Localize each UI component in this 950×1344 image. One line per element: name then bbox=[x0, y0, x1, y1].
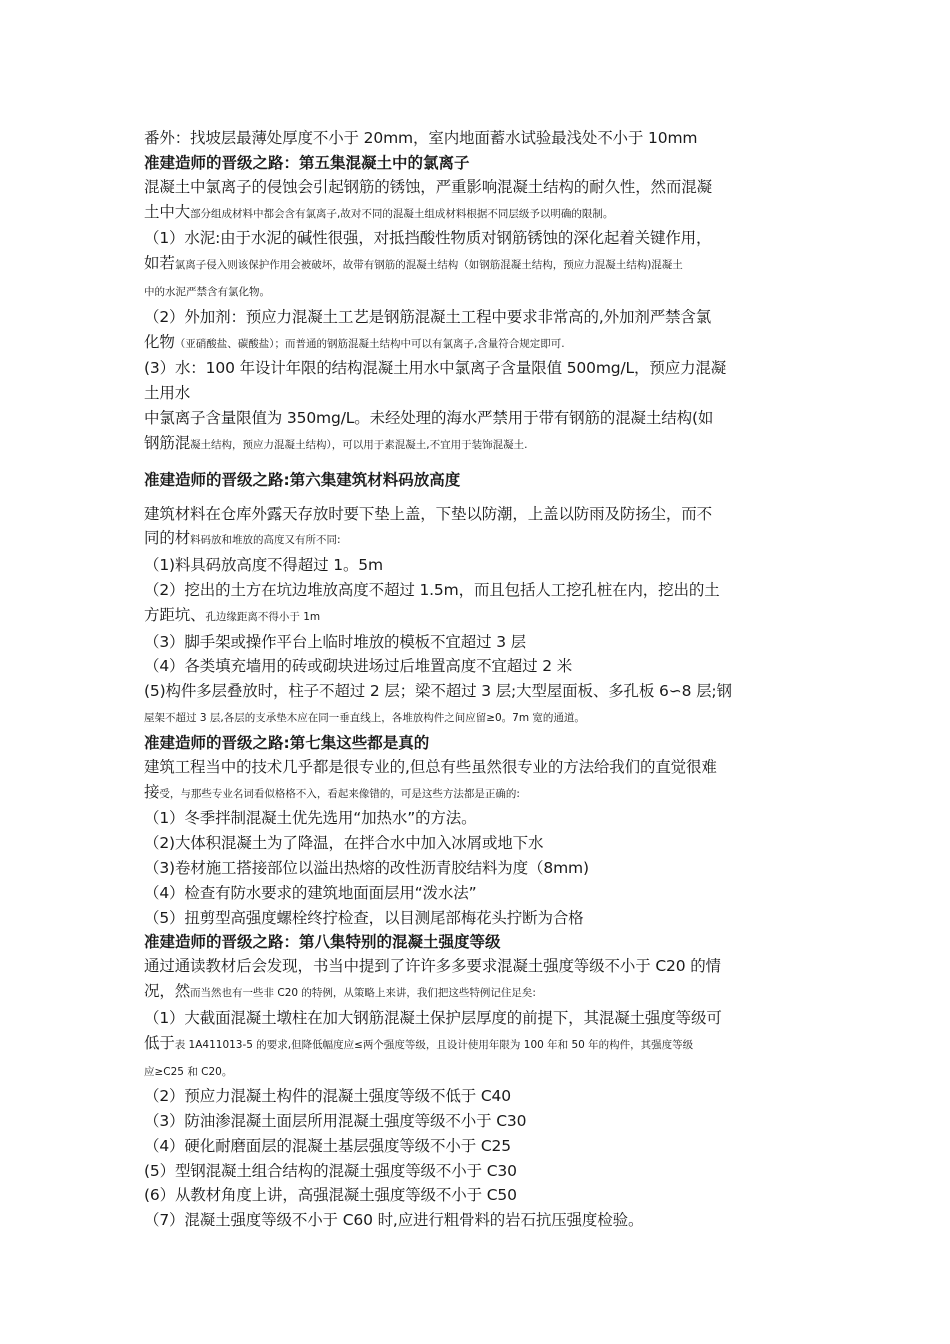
line-text: (3）水：100 年设计年限的结构混凝土用水中氯离子含量限值 500mg/L，预应力混凝 bbox=[144, 359, 727, 378]
line-text: （2）外加剂：预应力混凝土工艺是钢筋混凝土工程中要求非常高的,外加剂严禁含氯 bbox=[144, 307, 712, 326]
paragraph-line bbox=[144, 1084, 812, 1109]
line-text: 中氯离子含量限值为 350mg/L。未经处理的海水严禁用于带有钢筋的混凝土结构(如 bbox=[144, 408, 714, 427]
paragraph-line bbox=[144, 1031, 812, 1058]
line-text: （1）大截面混凝土墩柱在加大钢筋混凝土保护层厚度的前提下，其混凝土强度等级可 bbox=[144, 1008, 722, 1027]
paragraph-line bbox=[144, 251, 812, 278]
paragraph-line bbox=[144, 226, 812, 251]
paragraph-line bbox=[144, 175, 812, 200]
section-heading: 准建造师的晋级之路：第八集特别的混凝土强度等级 bbox=[144, 933, 501, 952]
paragraph-line bbox=[144, 856, 812, 881]
section-heading: 准建造师的晋级之路：第五集混凝土中的氯离子 bbox=[144, 153, 470, 172]
line-small-text: 受，与那些专业名词看似格格不入，看起来像错的，可是这些方法都是正确的: bbox=[159, 787, 520, 800]
paragraph-line bbox=[144, 679, 812, 704]
paragraph-line bbox=[144, 1006, 812, 1031]
line-text: 钢筋混 bbox=[144, 433, 191, 452]
line-text: (6）从教材角度上讲，高强混凝土强度等级不小于 C50 bbox=[144, 1186, 517, 1205]
paragraph-line bbox=[144, 502, 812, 527]
line-text: （4）硬化耐磨面层的混凝土基层强度等级不小于 C25 bbox=[144, 1136, 511, 1155]
paragraph-line bbox=[144, 630, 812, 655]
line-text: （2)大体积混凝土为了降温，在拌合水中加入冰屑或地下水 bbox=[144, 834, 544, 853]
section-heading: 准建造师的晋级之路:第六集建筑材料码放高度 bbox=[144, 470, 461, 489]
paragraph-line bbox=[144, 603, 812, 630]
line-small-text: 应≥C25 和 C20。 bbox=[144, 1065, 233, 1078]
paragraph-line bbox=[144, 305, 812, 330]
paragraph-line bbox=[144, 1183, 812, 1208]
paragraph-line bbox=[144, 979, 812, 1006]
line-text: （3)卷材施工搭接部位以溢出热熔的改性沥青胶结料为度（8mm) bbox=[144, 858, 589, 877]
paragraph-line bbox=[144, 780, 812, 807]
paragraph-line bbox=[144, 1058, 812, 1085]
line-text: 方距坑、 bbox=[144, 605, 206, 624]
paragraph-line bbox=[144, 1109, 812, 1134]
line-text: （7）混凝土强度等级不小于 C60 时,应进行粗骨料的岩石抗压强度检验。 bbox=[144, 1211, 644, 1230]
line-small-text: 孔边缘距离不得小于 1m bbox=[205, 610, 321, 623]
line-small-text: 屋架不超过 3 层,各层的支承垫木应在同一垂直线上，各堆放构件之间应留≥0。7m 宽的通道。 bbox=[144, 711, 585, 724]
line-text: （3）脚手架或操作平台上临时堆放的模板不宜超过 3 层 bbox=[144, 632, 527, 651]
line-text: （2）预应力混凝土构件的混凝土强度等级不低于 C40 bbox=[144, 1087, 511, 1106]
paragraph-line bbox=[144, 954, 812, 979]
line-text: （1）冬季拌制混凝土优先选用“加热水”的方法。 bbox=[144, 809, 477, 828]
line-small-text: 氯离子侵入则该保护作用会被破坏，故带有钢筋的混凝土结构（如钢筋混凝土结构，预应力混凝土结构)混凝土 bbox=[174, 259, 683, 272]
line-small-text: （亚硝酸盐、碳酸盐）；而普通的钢筋混凝土结构中可以有氯离子,含量符合规定即可. bbox=[174, 337, 565, 350]
paragraph-line bbox=[144, 126, 812, 151]
paragraph-line bbox=[144, 654, 812, 679]
line-text: （1）水泥:由于水泥的碱性很强，对抵挡酸性物质对钢筋锈蚀的深化起着关键作用， bbox=[144, 229, 712, 248]
paragraph-line bbox=[144, 806, 812, 831]
line-small-text: 部分组成材料中都会含有氯离子,故对不同的混凝土组成材料根据不同层级予以明确的限制。 bbox=[190, 207, 614, 220]
line-text: 建筑工程当中的技术几乎都是很专业的,但总有些虽然很专业的方法给我们的直觉很难 bbox=[144, 757, 717, 776]
line-small-text: 凝土结构，预应力混凝土结构），可以用于素混凝土,不宜用于装饰混凝土. bbox=[190, 438, 528, 451]
line-small-text: 料码放和堆放的高度又有所不同: bbox=[190, 534, 341, 547]
paragraph-line bbox=[144, 881, 812, 906]
line-text: (5）型钢混凝土组合结构的混凝土强度等级不小于 C30 bbox=[144, 1161, 517, 1180]
paragraph-line bbox=[144, 406, 812, 431]
paragraph-line bbox=[144, 553, 812, 578]
paragraph-line bbox=[144, 755, 812, 780]
line-small-text: 而当然也有一些非 C20 的特例，从策略上来讲，我们把这些特例记住足矣: bbox=[190, 987, 536, 1000]
line-small-text: 表 1A411013-5 的要求,但降低幅度应≤两个强度等级，且设计使用年限为 100 年和 50 年的构件，其强度等级 bbox=[174, 1038, 694, 1051]
line-text: （4）各类填充墙用的砖或砌块进场过后堆置高度不宜超过 2 米 bbox=[144, 657, 573, 676]
line-text: 况，然 bbox=[144, 982, 191, 1001]
paragraph-line bbox=[144, 356, 812, 381]
line-text: (5)构件多层叠放时，柱子不超过 2 层；梁不超过 3 层;大型屋面板、多孔板 6∽8 层;钢 bbox=[144, 682, 732, 701]
paragraph-line bbox=[144, 330, 812, 357]
line-text: （1)料具码放高度不得超过 1。5m bbox=[144, 556, 383, 575]
section-heading: 准建造师的晋级之路:第七集这些都是真的 bbox=[144, 733, 430, 752]
line-text: 如若 bbox=[144, 254, 175, 273]
line-text: （4）检查有防水要求的建筑地面面层用“泼水法” bbox=[144, 883, 477, 902]
paragraph-line bbox=[144, 704, 812, 731]
line-text: 化物 bbox=[144, 332, 175, 351]
paragraph-line bbox=[144, 526, 812, 553]
paragraph-line bbox=[144, 278, 812, 305]
paragraph-line bbox=[144, 906, 812, 931]
line-small-text: 中的水泥严禁含有氯化物。 bbox=[144, 285, 270, 298]
line-text: 混凝土中氯离子的侵蚀会引起钢筋的锈蚀，严重影响混凝土结构的耐久性，然而混凝 bbox=[144, 177, 712, 196]
paragraph-line bbox=[144, 200, 812, 227]
paragraph-line bbox=[144, 578, 812, 603]
line-text: （5）扭剪型高强度螺栓终拧检查，以目测尾部梅花头拧断为合格 bbox=[144, 908, 584, 927]
paragraph-line bbox=[144, 1134, 812, 1159]
paragraph-line bbox=[144, 1208, 812, 1233]
line-text: 番外：找坡层最薄处厚度不小于 20mm，室内地面蓄水试验最浅处不小于 10mm bbox=[144, 129, 698, 147]
line-text: 低于 bbox=[144, 1033, 175, 1052]
line-text: 同的材 bbox=[144, 529, 191, 548]
line-text: 土中大 bbox=[144, 202, 191, 221]
paragraph-line bbox=[144, 831, 812, 856]
document-body bbox=[144, 126, 812, 1233]
paragraph-line bbox=[144, 1159, 812, 1184]
line-text: 土用水 bbox=[144, 384, 191, 403]
paragraph-line bbox=[144, 431, 812, 458]
line-text: 建筑材料在仓库外露天存放时要下垫上盖，下垫以防潮，上盖以防雨及防扬尘，而不 bbox=[144, 504, 712, 523]
line-text: （2）挖出的土方在坑边堆放高度不超过 1.5m，而且包括人工挖孔桩在内，挖出的土 bbox=[144, 580, 720, 599]
line-text: 接 bbox=[144, 782, 160, 801]
paragraph-line bbox=[144, 381, 812, 406]
line-text: 通过通读教材后会发现，书当中提到了许许多多要求混凝土强度等级不小于 C20 的情 bbox=[144, 957, 721, 976]
line-text: （3）防油渗混凝土面层所用混凝土强度等级不小于 C30 bbox=[144, 1112, 527, 1131]
